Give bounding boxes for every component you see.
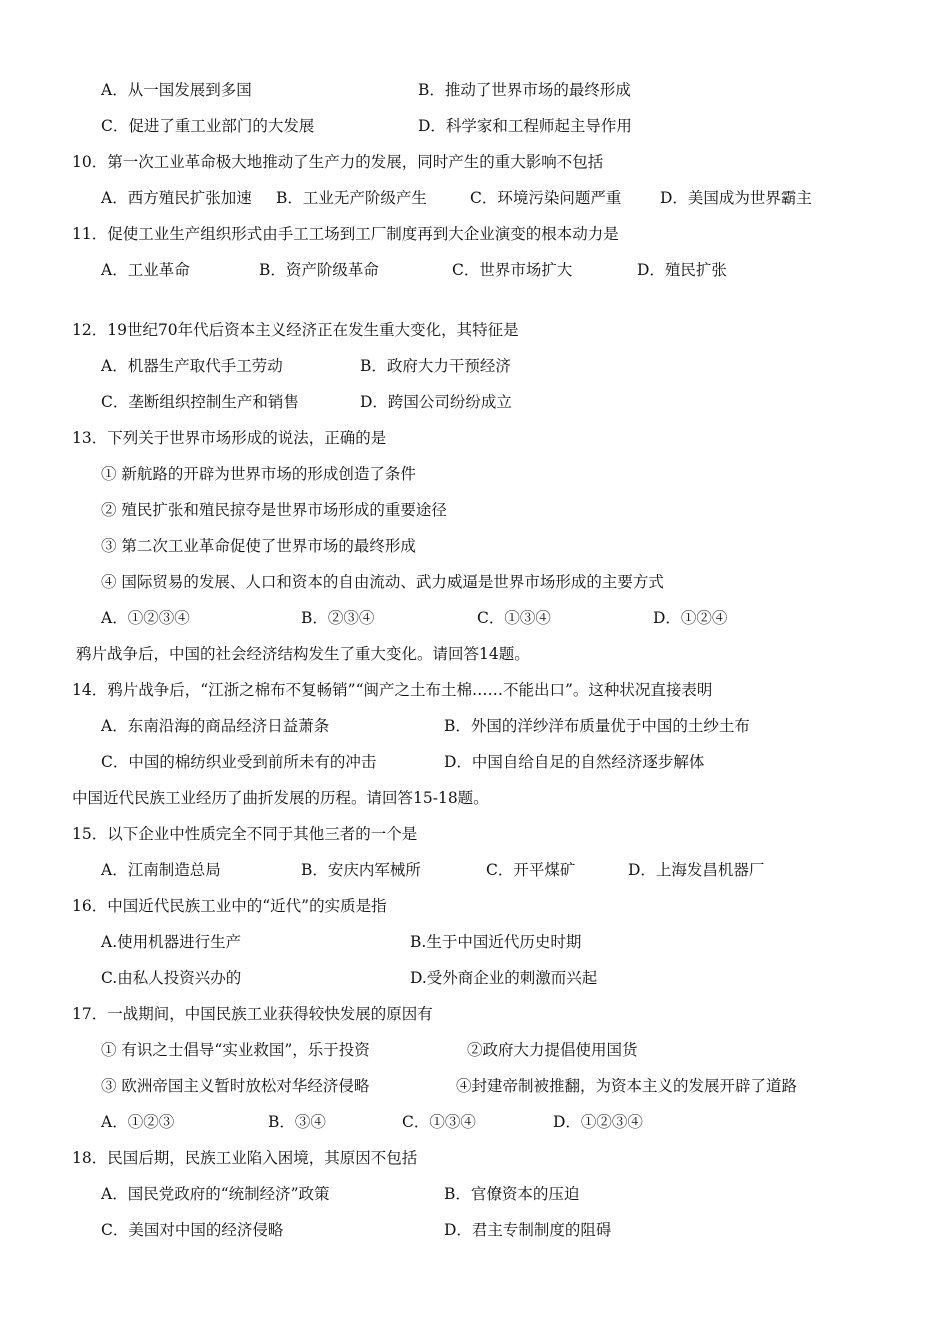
q18-option-b: B．官僚资本的压迫 [444,1185,580,1203]
q9-option-d: D．科学家和工程师起主导作用 [418,117,632,135]
q12-option-c: C．垄断组织控制生产和销售 [101,393,299,411]
q17-option-c: C．①③④ [402,1113,476,1131]
q15-option-a: A．江南制造总局 [101,861,221,879]
q13-stem: 13．下列关于世界市场形成的说法，正确的是 [72,429,387,447]
q13-statement-3: ③ 第二次工业革命促使了世界市场的最终形成 [101,537,416,555]
q16-option-d: D.受外商企业的刺激而兴起 [410,969,598,987]
q17-statement-3: ③ 欧洲帝国主义暂时放松对华经济侵略 [101,1077,370,1095]
q16-option-b: B.生于中国近代历史时期 [410,933,582,951]
q15-stem: 15．以下企业中性质完全不同于其他三者的一个是 [72,825,418,843]
q14-option-a: A．东南沿海的商品经济日益萧条 [101,717,330,735]
q13-option-d: D．①②④ [653,609,728,627]
q12-option-b: B．政府大力干预经济 [360,357,511,375]
q18-option-d: D．君主专制制度的阻碍 [444,1221,612,1239]
q12-option-d: D．跨国公司纷纷成立 [360,393,512,411]
q12-stem: 12．19世纪70年代后资本主义经济正在发生重大变化，其特征是 [72,321,519,339]
q13-statement-2: ② 殖民扩张和殖民掠夺是世界市场形成的重要途径 [101,501,447,519]
q15-option-b: B．安庆内军械所 [301,861,421,879]
q17-statement-1: ① 有识之士倡导“实业救国”，乐于投资 [101,1041,370,1059]
q13-statement-1: ① 新航路的开辟为世界市场的形成创造了条件 [101,465,416,483]
q10-option-c: C．环境污染问题严重 [470,189,622,207]
q14-option-c: C．中国的棉纺织业受到前所未有的冲击 [101,753,377,771]
q16-stem: 16．中国近代民族工业中的“近代”的实质是指 [72,897,387,915]
q10-stem: 10．第一次工业革命极大地推动了生产力的发展，同时产生的重大影响不包括 [72,153,604,171]
q15-option-c: C．开平煤矿 [486,861,576,879]
q12-option-a: A．机器生产取代手工劳动 [101,357,283,375]
q11-stem: 11．促使工业生产组织形式由手工工场到工厂制度再到大企业演变的根本动力是 [72,225,619,243]
q16-option-a: A.使用机器进行生产 [101,933,242,951]
q11-option-d: D．殖民扩张 [637,261,727,279]
q9-option-c: C．促进了重工业部门的大发展 [101,117,315,135]
q18-option-a: A．国民党政府的“统制经济”政策 [101,1185,330,1203]
q14-intro: 鸦片战争后，中国的社会经济结构发生了重大变化。请回答14题。 [76,645,530,663]
q9-option-b: B．推动了世界市场的最终形成 [418,81,631,99]
q14-stem: 14．鸦片战争后，“江浙之棉布不复畅销”“闽产之土布土棉……不能出口”。这种状况直接表明 [72,681,713,699]
q17-statement-2: ②政府大力提倡使用国货 [467,1041,638,1059]
q13-option-b: B．②③④ [301,609,375,627]
q10-option-a: A．西方殖民扩张加速 [101,189,252,207]
q17-statement-4: ④封建帝制被推翻，为资本主义的发展开辟了道路 [456,1077,798,1095]
q13-option-a: A．①②③④ [101,609,190,627]
q11-option-c: C．世界市场扩大 [452,261,573,279]
q13-option-c: C．①③④ [477,609,551,627]
q11-option-a: A．工业革命 [101,261,190,279]
q17-option-d: D．①②③④ [553,1113,643,1131]
q11-option-b: B．资产阶级革命 [259,261,379,279]
q15-18-intro: 中国近代民族工业经历了曲折发展的历程。请回答15-18题。 [72,789,489,807]
q17-option-a: A．①②③ [101,1113,175,1131]
q10-option-d: D．美国成为世界霸主 [660,189,812,207]
q17-option-b: B．③④ [268,1113,326,1131]
q14-option-d: D．中国自给自足的自然经济逐步解体 [444,753,705,771]
q9-option-a: A．从一国发展到多国 [101,81,252,99]
q17-stem: 17．一战期间，中国民族工业获得较快发展的原因有 [72,1005,433,1023]
q10-option-b: B．工业无产阶级产生 [276,189,427,207]
q13-statement-4: ④ 国际贸易的发展、人口和资本的自由流动、武力威逼是世界市场形成的主要方式 [101,573,664,591]
q18-option-c: C．美国对中国的经济侵略 [101,1221,284,1239]
q14-option-b: B．外国的洋纱洋布质量优于中国的土纱土布 [444,717,750,735]
q16-option-c: C.由私人投资兴办的 [101,969,242,987]
q15-option-d: D．上海发昌机器厂 [628,861,765,879]
q18-stem: 18．民国后期，民族工业陷入困境，其原因不包括 [72,1149,418,1167]
